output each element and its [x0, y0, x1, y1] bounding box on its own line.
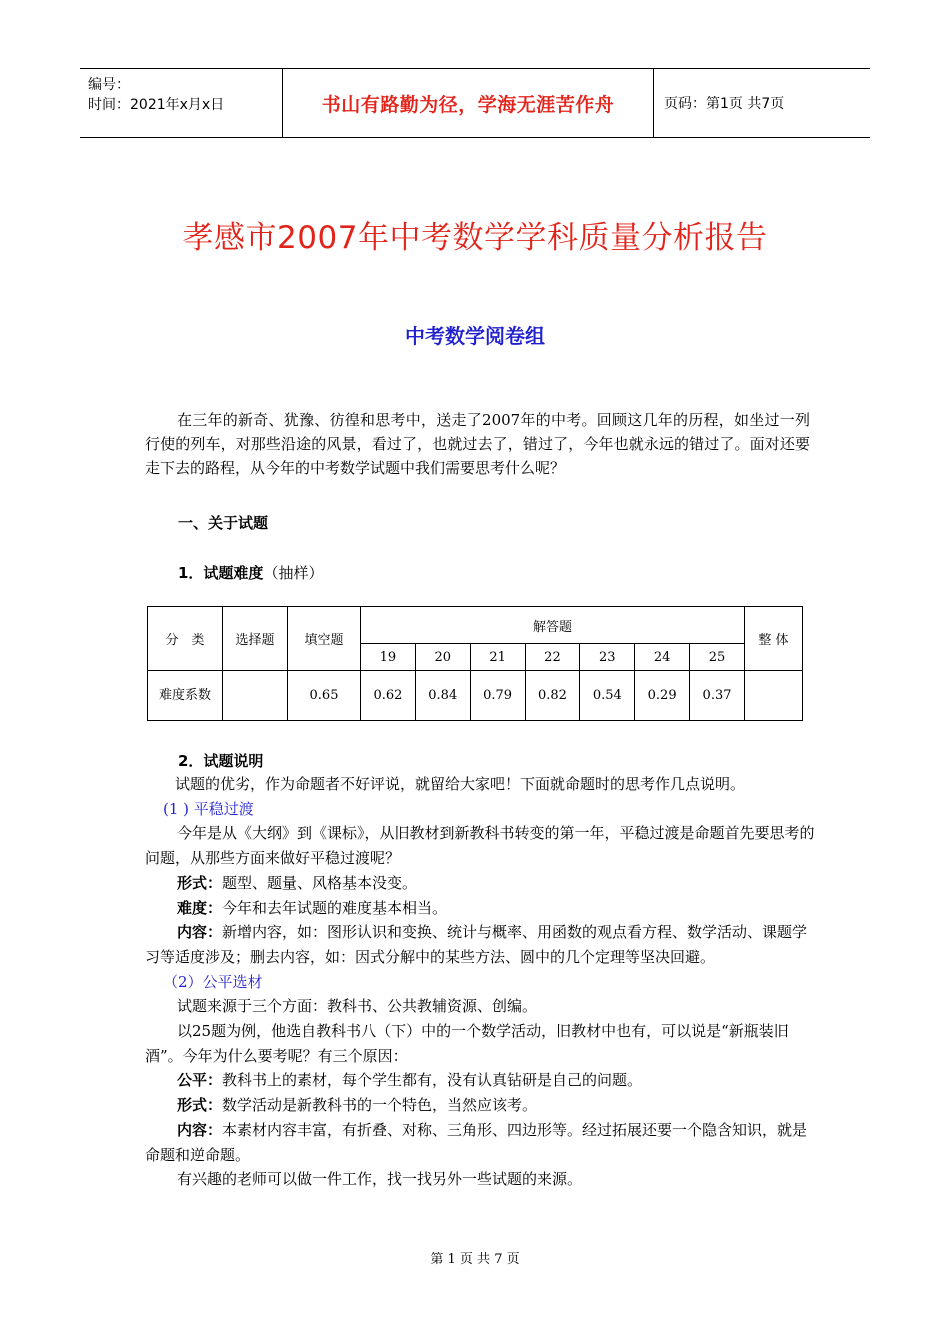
number-label: 编号： [88, 77, 130, 93]
table-row [148, 671, 803, 721]
subsection-heading-1 [178, 562, 323, 583]
overall-value [745, 671, 803, 721]
content-item [145, 920, 815, 969]
table-header-row [148, 607, 803, 644]
section-heading: 一、关于试题 [178, 514, 269, 532]
form-item-2 [145, 1093, 815, 1118]
choice-value [223, 671, 288, 721]
document-title: 孝感市2007年中考数学学科质量分析报告 [182, 220, 768, 256]
header-choice: 选择题 [223, 607, 288, 671]
document-subtitle: 中考数学阅卷组 [405, 324, 545, 348]
question-number: 20 [415, 644, 470, 671]
question-number: 19 [361, 644, 416, 671]
question-number: 24 [635, 644, 690, 671]
intro-paragraph: 在三年的新奇、犹豫、彷徨和思考中，送走了2007年的中考。回顾这几年的历程，如坐过一列行使的列车，对那些沿途的风景，看过了，也就过去了，错过了，今年也就永远的错过了。面对还要走下去的路程，从今年的中考数学试题中我们需要思考什么呢？ [145, 411, 810, 477]
time-label: 时间：2021年x月x日 [88, 97, 225, 113]
form-text-2: 数学活动是新教科书的一个特色，当然应该考。 [222, 1096, 538, 1115]
body-paragraph: 今年是从《大纲》到《课标》，从旧教材到新教科书转变的第一年，平稳过渡是命题首先要思考的问题，从那些方面来做好平稳过渡呢？ [145, 824, 815, 868]
question-number: 23 [580, 644, 635, 671]
value-cell: 0.37 [690, 671, 745, 721]
header-page-info: 页码：第1页 共7页 [664, 96, 785, 112]
fairness-label: 公平： [177, 1071, 223, 1090]
subsection-label: 1．试题难度 [178, 564, 264, 582]
point-heading-2: （2）公平选材 [163, 972, 263, 991]
body-paragraph: 试题的优劣，作为命题者不好评说，就留给大家吧！下面就命题时的思考作几点说明。 [175, 775, 746, 793]
value-cell: 0.29 [635, 671, 690, 721]
value-cell: 0.79 [470, 671, 525, 721]
value-cell: 0.62 [361, 671, 416, 721]
explanation-body [145, 772, 815, 1192]
body-paragraph: 试题来源于三个方面：教科书、公共教辅资源、创编。 [177, 997, 538, 1016]
page-header [80, 68, 870, 138]
point-heading-1: (1 ) 平稳过渡 [163, 799, 254, 818]
subsection-heading-2: 2．试题说明 [178, 752, 264, 770]
content-label: 内容： [177, 923, 223, 942]
content-item-2 [145, 1118, 815, 1167]
difficulty-table [147, 606, 803, 721]
page-footer: 第 1 页 共 7 页 [430, 1252, 520, 1267]
form-label: 形式： [177, 873, 223, 892]
question-number: 22 [525, 644, 580, 671]
question-number: 25 [690, 644, 745, 671]
subsection-note: （抽样） [263, 564, 324, 582]
body-paragraph: 有兴趣的老师可以做一件工作，找一找另外一些试题的来源。 [177, 1170, 583, 1189]
header-fill: 填空题 [288, 607, 361, 671]
row-label: 难度系数 [148, 671, 223, 721]
form-label-2: 形式： [177, 1096, 223, 1115]
value-cell: 0.54 [580, 671, 635, 721]
header-category: 分 类 [148, 607, 223, 671]
header-answer: 解答题 [361, 607, 745, 644]
fill-value: 0.65 [288, 671, 361, 721]
question-number: 21 [470, 644, 525, 671]
body-paragraph: 以25题为例，他选自教科书八（下）中的一个数学活动，旧教材中也有，可以说是“新瓶装旧酒”。今年为什么要考呢？有三个原因： [145, 1022, 789, 1065]
form-text: 题型、题量、风格基本没变。 [222, 873, 418, 892]
content-text-2: 本素材内容丰富，有折叠、对称、三角形、四边形等。经过拓展还要一个隐含知识，就是命题和逆命题。 [145, 1120, 808, 1164]
header-overall: 整 体 [745, 607, 803, 671]
content-label-2: 内容： [177, 1120, 223, 1139]
content-text: 新增内容，如：图形认识和变换、统计与概率、用函数的观点看方程、数学活动、课题学习等适度涉及；删去内容，如：因式分解中的某些方法、圆中的几个定理等坚决回避。 [145, 923, 808, 966]
difficulty-text: 今年和去年试题的难度基本相当。 [222, 898, 448, 917]
value-cell: 0.82 [525, 671, 580, 721]
header-meta [80, 69, 282, 137]
form-item [145, 871, 815, 896]
fairness-item [145, 1068, 815, 1093]
header-motto: 书山有路勤为径，学海无涯苦作舟 [282, 69, 654, 137]
value-cell: 0.84 [415, 671, 470, 721]
difficulty-item [145, 896, 815, 921]
fairness-text: 教科书上的素材，每个学生都有，没有认真钻研是自己的问题。 [222, 1071, 643, 1090]
difficulty-label: 难度： [177, 898, 223, 917]
